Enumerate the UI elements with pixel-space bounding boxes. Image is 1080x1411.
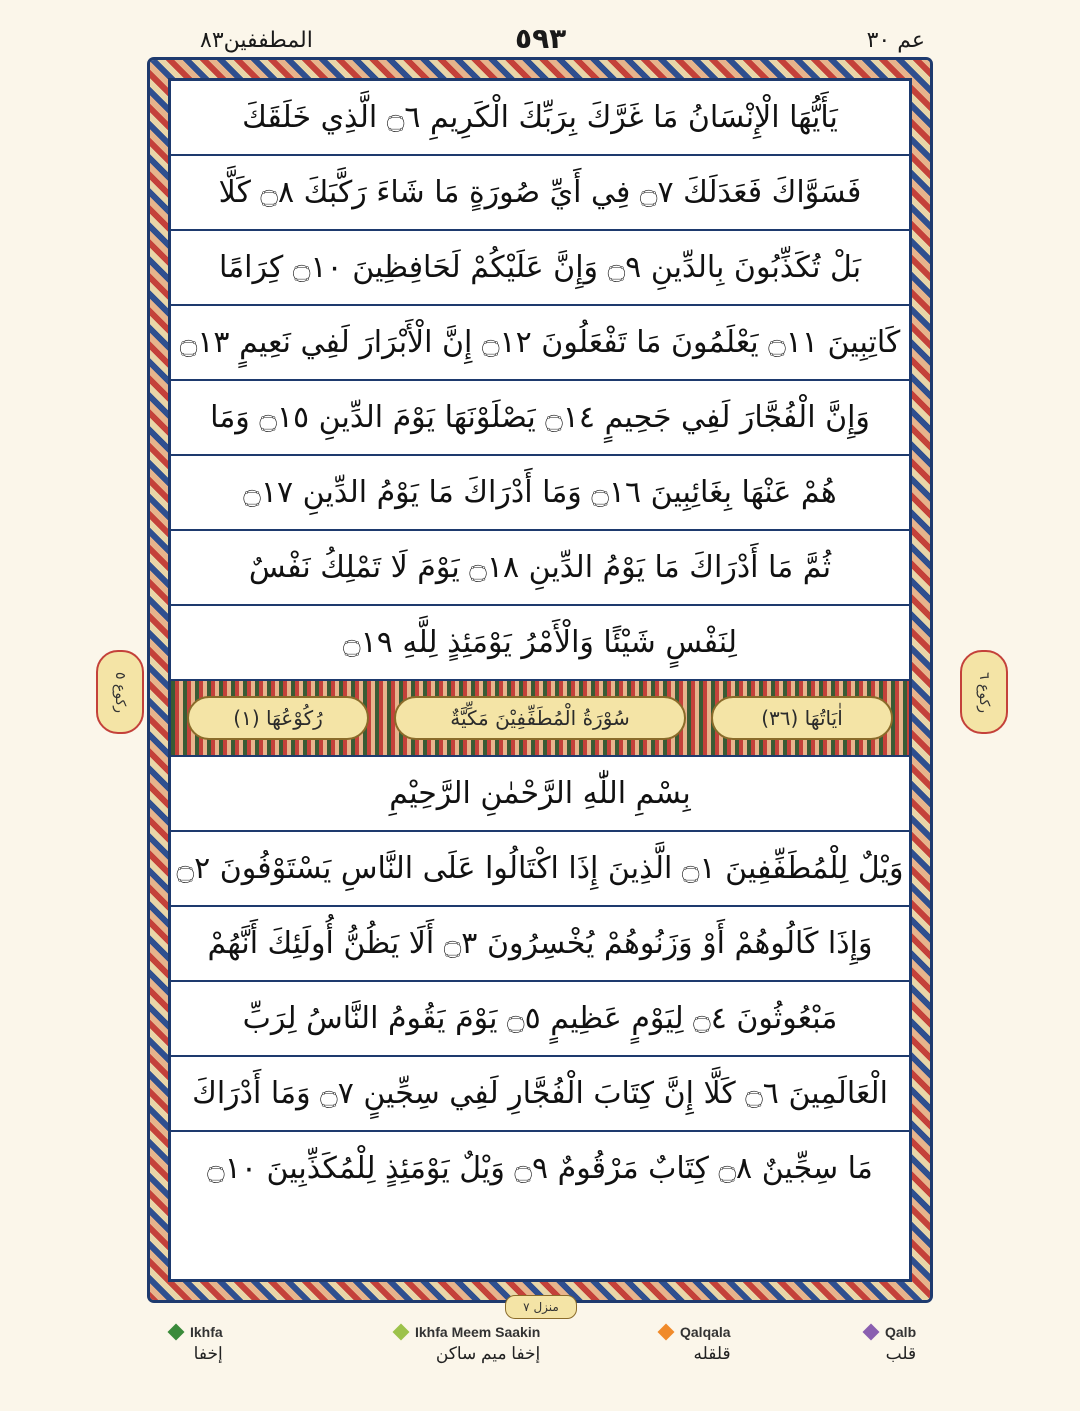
verse-lines	[171, 81, 909, 1205]
surah-name-header: المطففين٨٣	[200, 28, 313, 53]
tajweed-legend	[0, 1318, 1080, 1388]
legend-ikhfa: Ikhfa إخفا	[170, 1324, 223, 1364]
ruku-marker-left: ركوع ٥	[96, 650, 144, 734]
verse-line: يَأَيُّهَا الْإِنْسَانُ مَا غَرَّكَ بِرَبِّكَ الْكَرِيمِ ۝٦ الَّذِي خَلَقَكَ	[171, 81, 909, 156]
verse-line: بَلْ تُكَذِّبُونَ بِالدِّينِ ۝٩ وَإِنَّ عَلَيْكُمْ لَحَافِظِينَ ۝١٠ كِرَامًا	[171, 231, 909, 306]
verse-line: الْعَالَمِينَ ۝٦ كَلَّا إِنَّ كِتَابَ الْفُجَّارِ لَفِي سِجِّينٍ ۝٧ وَمَا أَدْرَاكَ	[171, 1057, 909, 1132]
qalb-color-icon	[863, 1324, 880, 1341]
page-header	[0, 22, 1080, 60]
verse-line: مَبْعُوثُونَ ۝٤ لِيَوْمٍ عَظِيمٍ ۝٥ يَوْمَ يَقُومُ النَّاسُ لِرَبِّ	[171, 982, 909, 1057]
ikhfa-color-icon	[168, 1324, 185, 1341]
bismillah: بِسْمِ اللّٰهِ الرَّحْمٰنِ الرَّحِيْمِ	[171, 757, 909, 832]
verse-line: وَإِنَّ الْفُجَّارَ لَفِي جَحِيمٍ ۝١٤ يَصْلَوْنَهَا يَوْمَ الدِّينِ ۝١٥ وَمَا	[171, 381, 909, 456]
verse-line: فَسَوَّاكَ فَعَدَلَكَ ۝٧ فِي أَيِّ صُورَةٍ مَا شَاءَ رَكَّبَكَ ۝٨ كَلَّا	[171, 156, 909, 231]
ornamental-frame	[150, 60, 930, 1300]
page-number: ٥٩٣	[515, 22, 567, 55]
legend-ikhfa-meem-saakin: Ikhfa Meem Saakin إخفا ميم ساكن	[395, 1324, 540, 1364]
verse-line: لِنَفْسٍ شَيْئًا وَالْأَمْرُ يَوْمَئِذٍ لِلَّهِ ۝١٩	[171, 606, 909, 681]
ikhfa-meem-color-icon	[393, 1324, 410, 1341]
ayat-count-cartouche: اٰيَاتُهَا (٣٦)	[711, 696, 893, 740]
qalqala-color-icon	[658, 1324, 675, 1341]
surah-name-cartouche: سُوْرَةُ الْمُطَفِّفِيْنَ مَكِّيَّةٌ	[394, 696, 686, 740]
ruku-count-cartouche: رُكُوْعُهَا (١)	[187, 696, 369, 740]
verse-line: وَيْلٌ لِلْمُطَفِّفِينَ ۝١ الَّذِينَ إِذَا اكْتَالُوا عَلَى النَّاسِ يَسْتَوْفُونَ ۝٢	[171, 832, 909, 907]
verse-line: هُمْ عَنْهَا بِغَائِبِينَ ۝١٦ وَمَا أَدْرَاكَ مَا يَوْمُ الدِّينِ ۝١٧	[171, 456, 909, 531]
verse-line: كَاتِبِينَ ۝١١ يَعْلَمُونَ مَا تَفْعَلُونَ ۝١٢ إِنَّ الْأَبْرَارَ لَفِي نَعِيمٍ ۝١٣	[171, 306, 909, 381]
verse-line: وَإِذَا كَالُوهُمْ أَوْ وَزَنُوهُمْ يُخْسِرُونَ ۝٣ أَلَا يَظُنُّ أُولَئِكَ أَنَّهُمْ	[171, 907, 909, 982]
juz-name-header: عم ٣٠	[866, 28, 925, 53]
legend-qalqala: Qalqala قلقله	[660, 1324, 731, 1364]
ruku-marker-right: ركوع ٦	[960, 650, 1008, 734]
manzil-marker: منزل ٧	[505, 1295, 577, 1319]
verse-line: مَا سِجِّينٌ ۝٨ كِتَابٌ مَرْقُومٌ ۝٩ وَيْلٌ يَوْمَئِذٍ لِلْمُكَذِّبِينَ ۝١٠	[207, 1151, 873, 1186]
text-panel	[168, 78, 912, 1282]
surah-header-band	[171, 681, 909, 757]
verse-line: ثُمَّ مَا أَدْرَاكَ مَا يَوْمُ الدِّينِ ۝١٨ يَوْمَ لَا تَمْلِكُ نَفْسٌ	[171, 531, 909, 606]
legend-qalb: Qalb قلب	[865, 1324, 916, 1364]
